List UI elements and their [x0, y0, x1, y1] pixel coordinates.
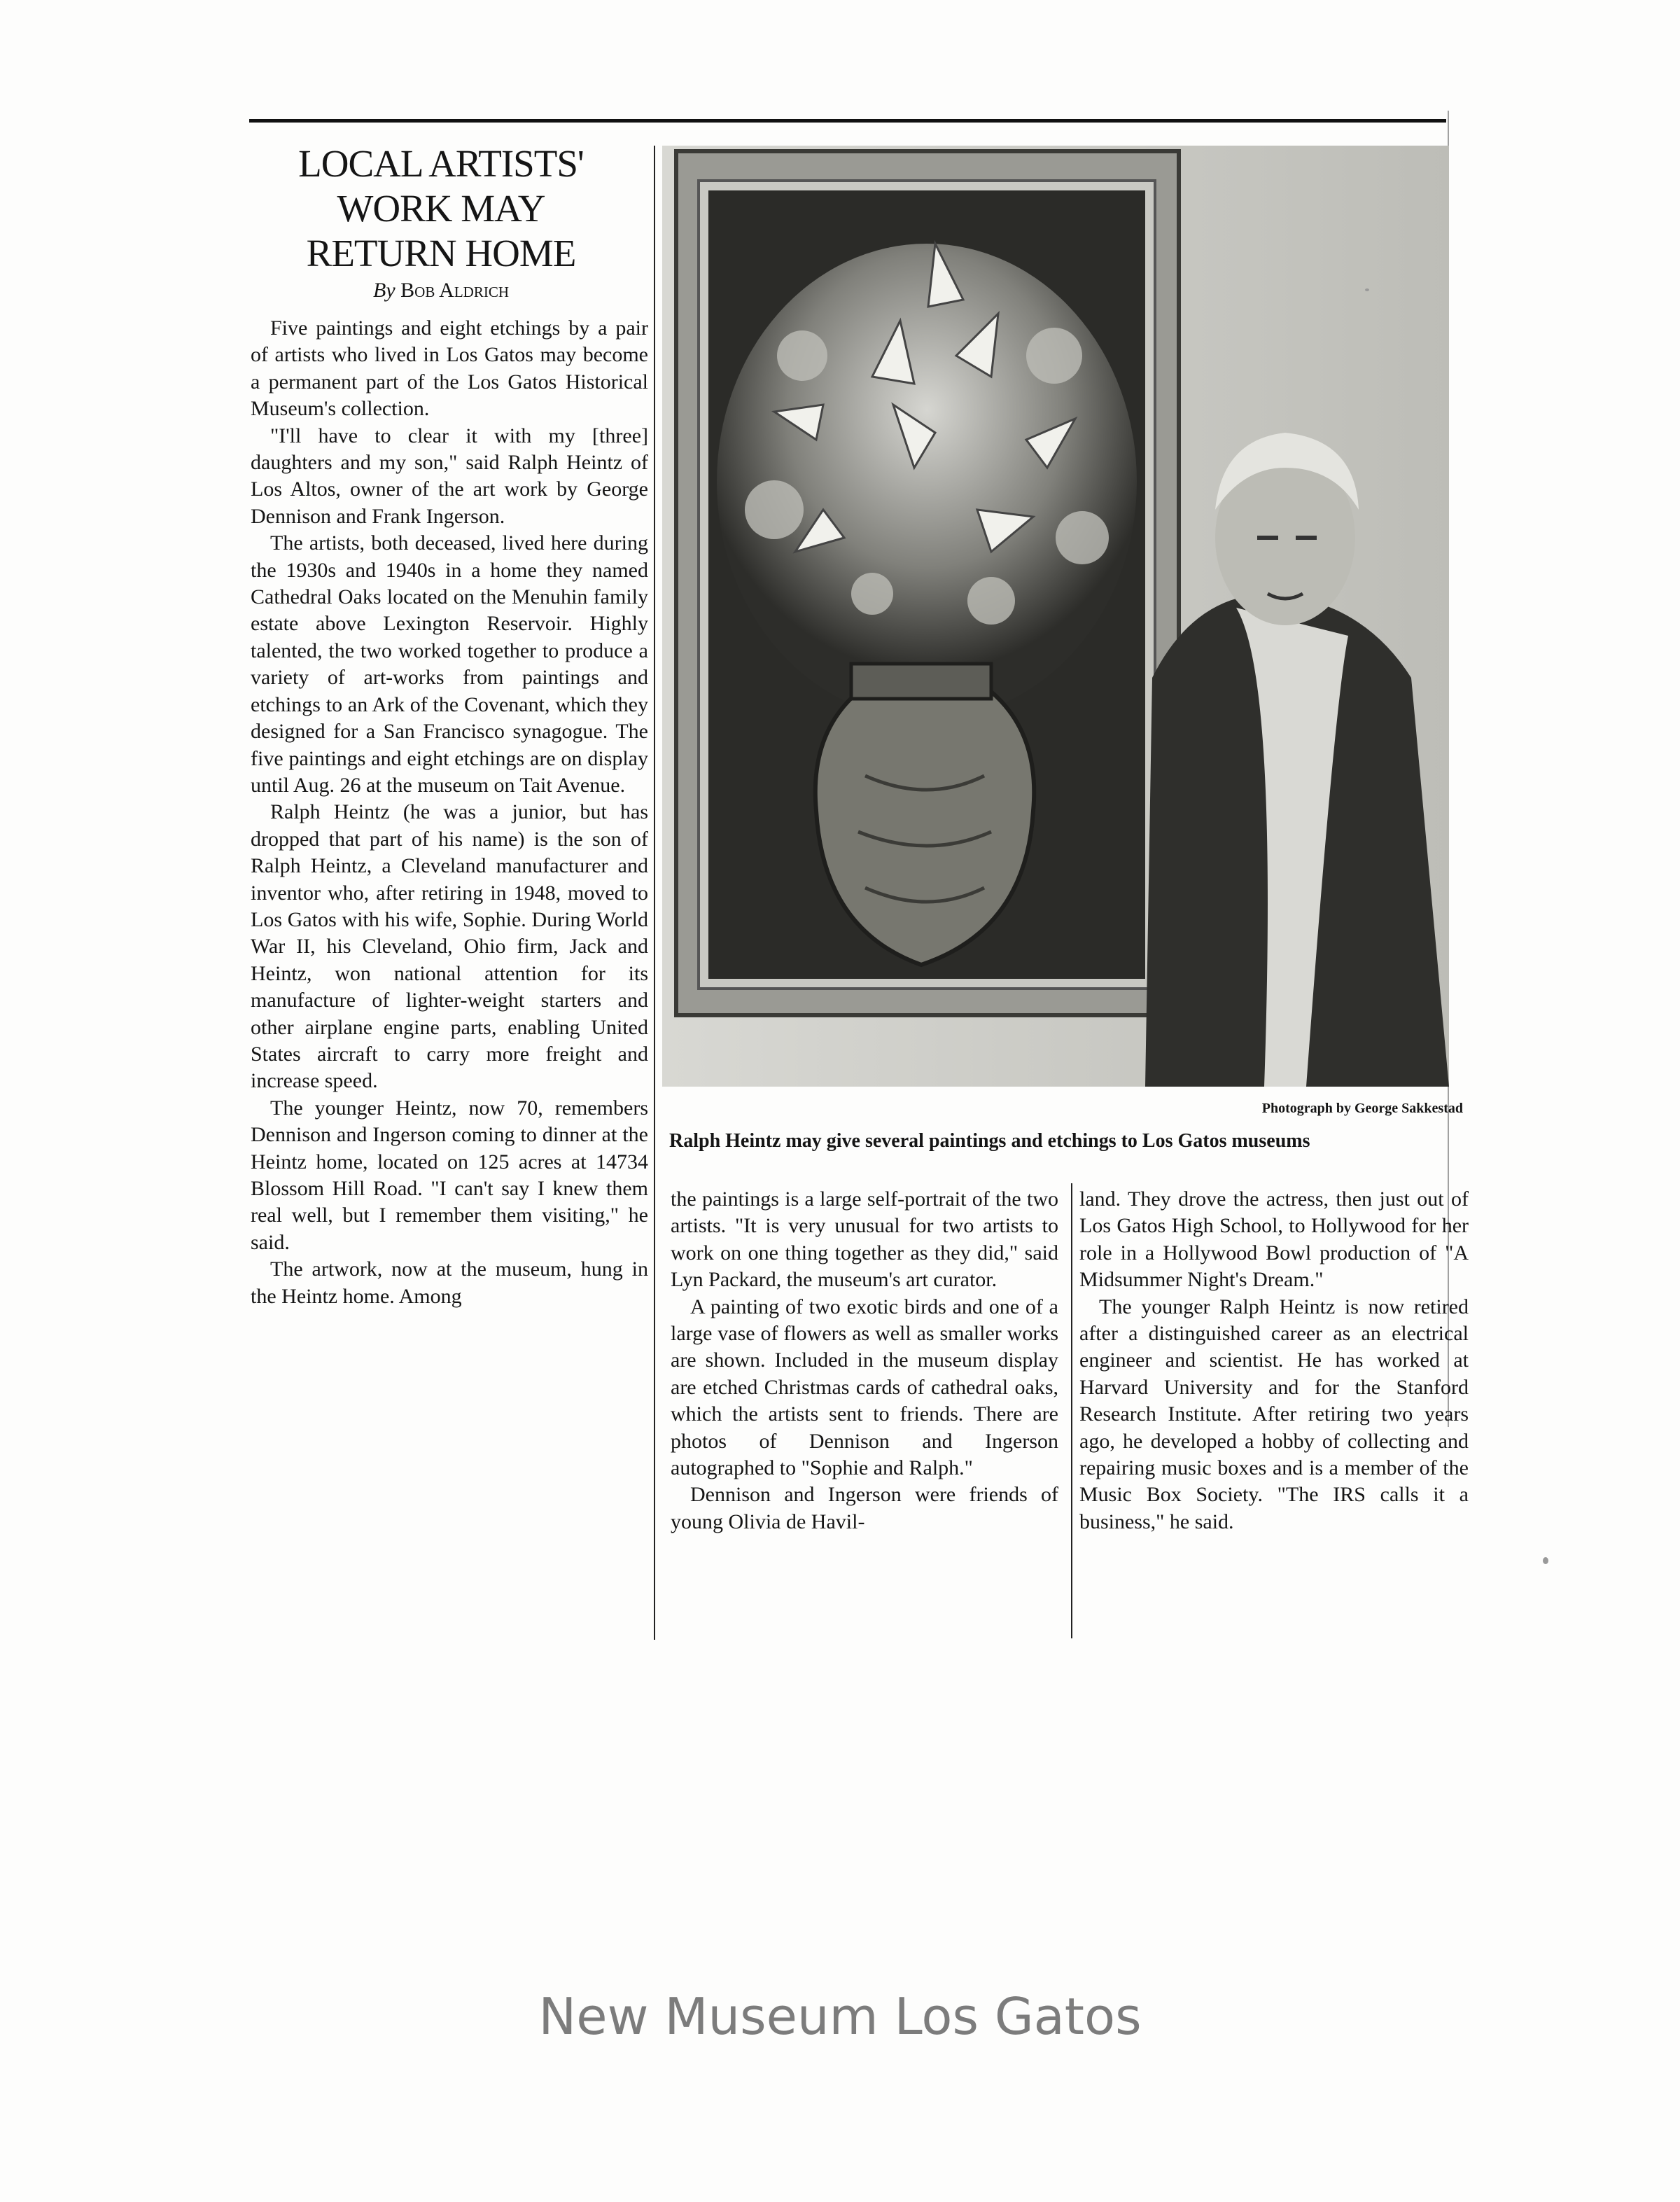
scan-speck [1543, 1557, 1548, 1564]
paragraph: The artists, both deceased, lived here during the 1930s and 1940s in a home they named Cathedral Oaks located on the Menuhin family estate above Lexington Reservoir. Highly talented, the two worked together to produce a variety of art-works from paintings and etchings to an Ark of the Covenant, which they designed for a San Francisco synagogue. The five paintings and eight etchings are on display until Aug. 26 at the museum on Tait Avenue. [251, 531, 648, 797]
photo-caption: Ralph Heintz may give several paintings and etchings to Los Gatos museums [669, 1130, 1310, 1152]
paragraph: Ralph Heintz (he was a junior, but has dropped that part of his name) is the son of Ralph Heintz, a Cleveland manufacturer and inventor who, after retiring in 1948, moved to Los Gatos with his wife, Sophie. During World War II, his Cleveland, Ohio firm, Jack and Heintz, won national attention for its manufacture of lighter-weight starters and other airplane engine parts, enabling United States aircraft to carry more freight and increase speed. [251, 800, 648, 1093]
paragraph: The younger Heintz, now 70, remembers Dennison and Ingerson coming to dinner at the Heintz home, located on 125 acres at 14734 Blossom Hill Road. "I can't say I knew them real well, but I remember them visiting," he said. [251, 1096, 648, 1254]
byline-prefix: By [373, 279, 396, 302]
byline-name: Bob Aldrich [400, 279, 509, 302]
article-column-1 [251, 315, 648, 1310]
headline-line: LOCAL ARTISTS' [298, 142, 584, 185]
paragraph: The artwork, now at the museum, hung in the Heintz home. Among [251, 1257, 648, 1308]
paragraph: The younger Ralph Heintz is now retired after a distinguished career as an electrical engineer and scientist. He has worked at Harvard University and for the Stanford Research Institute. After retiring two years ago, he developed a hobby of collecting and repairing music boxes and is a member of the Music Box Society. "The IRS calls it a business," he said. [1079, 1295, 1469, 1533]
article-photo [662, 146, 1449, 1087]
paragraph: Five paintings and eight etchings by a pair of artists who lived in Los Gatos may become a permanent part of the Los Gatos Historical Museum's collection. [251, 316, 648, 421]
photo-credit: Photograph by George Sakkestad [1261, 1101, 1463, 1116]
paragraph: Dennison and Ingerson were friends of young Olivia de Havil- [671, 1483, 1058, 1533]
headline-line: RETURN HOME [306, 232, 576, 274]
paragraph: land. They drove the actress, then just out of Los Gatos High School, to Hollywood for her role in a Hollywood Bowl production of "A Midsummer Night's Dream." [1079, 1187, 1469, 1292]
article-column-3 [1079, 1186, 1469, 1535]
paragraph: "I'll have to clear it with my [three] daughters and my son," said Ralph Heintz of Los Altos, owner of the art work by George Dennison and Frank Ingerson. [251, 424, 648, 528]
article-column-2 [671, 1186, 1058, 1535]
top-rule [249, 119, 1446, 123]
column-rule [1071, 1183, 1072, 1638]
column-rule [654, 146, 655, 1640]
article-headline [252, 141, 630, 276]
headline-line: WORK MAY [337, 187, 545, 230]
photo-illustration [662, 146, 1449, 1087]
scan-speck [1365, 288, 1369, 291]
byline [252, 279, 630, 302]
document-title: New Museum Los Gatos [538, 1987, 1142, 2046]
paragraph: the paintings is a large self-portrait of the two artists. "It is very unusual for two artists to work on one thing together as they did," said Lyn Packard, the museum's art curator. [671, 1187, 1058, 1292]
paragraph: A painting of two exotic birds and one of a large vase of flowers as well as smaller works are shown. Included in the museum display are etched Christmas cards of cathedral oaks, which the artists sent to friends. There are photos of Dennison and Ingerson autographed to "Sophie and Ralph." [671, 1295, 1058, 1480]
